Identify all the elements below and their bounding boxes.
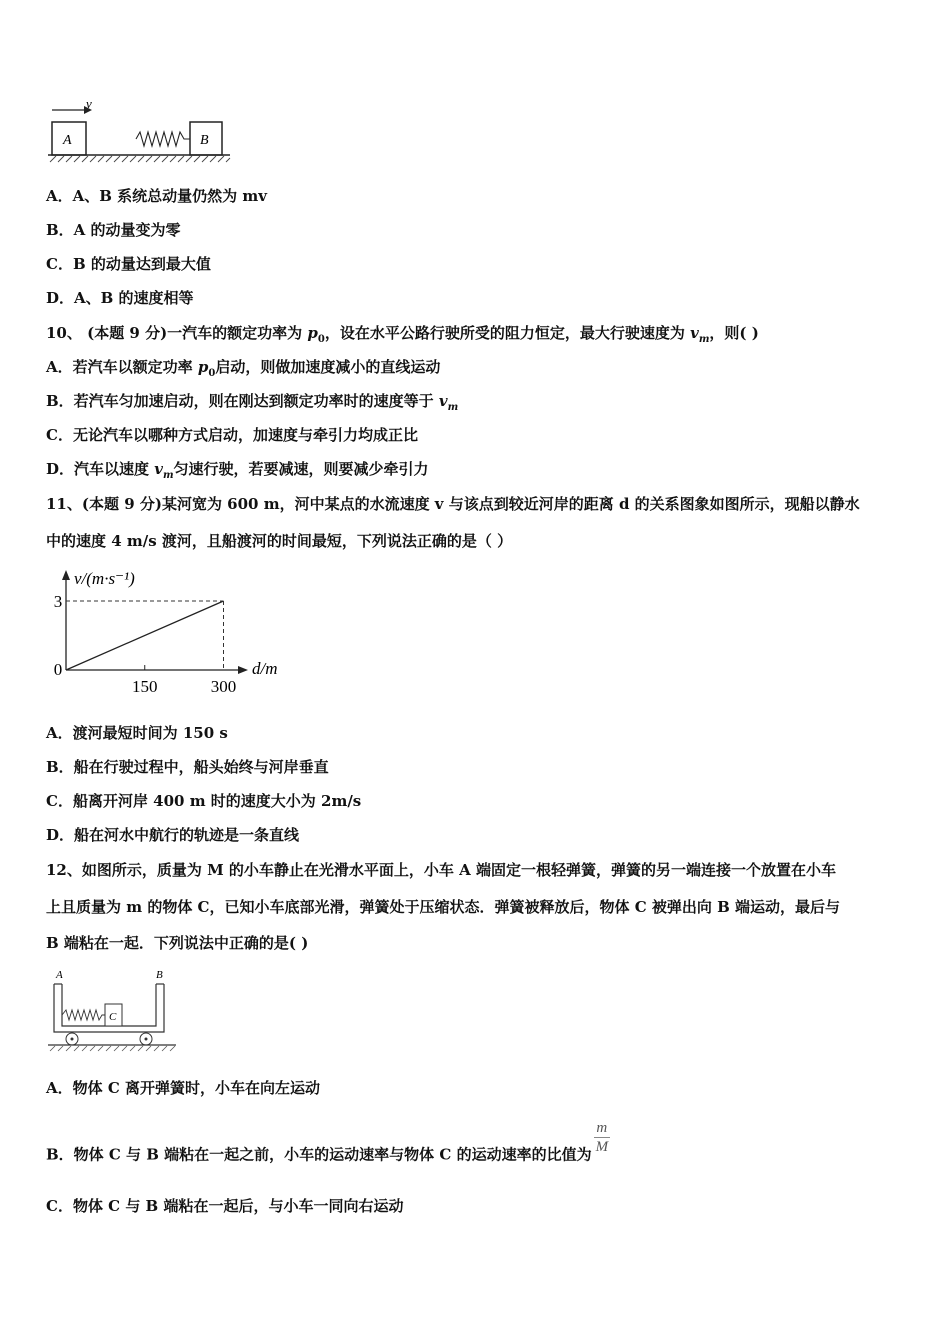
- q11-option-b: B．船在行驶过程中，船头始终与河岸垂直: [46, 758, 329, 776]
- block-a-label: A: [63, 133, 72, 148]
- block-b-label: B: [200, 133, 209, 148]
- q10-stem-pre: 10、 (本题 9 分)一汽车的额定功率为: [46, 324, 308, 342]
- series-line: [66, 601, 224, 670]
- q10-stem-post: ，则( ): [709, 324, 759, 342]
- spring-blocks-svg: [44, 96, 244, 168]
- q12-option-b-text: B．物体 C 与 B 端粘在一起之前，小车的运动速率与物体 C 的运动速率的比值为: [46, 1145, 592, 1164]
- x-axis-arrow-icon: [238, 666, 248, 674]
- q11-option-c: C．船离开河岸 400 m 时的速度大小为 2m/s: [46, 792, 362, 810]
- spring-blocks-figure: [44, 96, 244, 168]
- cart-ground-hatch: [50, 1046, 175, 1051]
- q10-option-c: C．无论汽车以哪种方式启动，加速度与牵引力均成正比: [46, 426, 418, 444]
- fraction-denominator: M: [595, 1139, 609, 1155]
- q10-stem: [46, 323, 759, 350]
- ground-hatch: [50, 156, 230, 162]
- q9-option-b: B．A 的动量变为零: [46, 221, 181, 239]
- cart-spring-figure: [44, 966, 184, 1054]
- q11-option-d: D．船在河水中航行的轨迹是一条直线: [46, 826, 300, 844]
- q10-option-a: [46, 357, 440, 384]
- spring: [136, 132, 190, 146]
- x-axis-label: d/m: [252, 659, 278, 678]
- q9-option-d: D．A、B 的速度相等: [46, 289, 194, 307]
- q12-option-b: [46, 1120, 610, 1174]
- q10-option-d-post: 匀速行驶，若要减速，则要减少牵引力: [173, 460, 429, 478]
- q9-option-a: A．A、B 系统总动量仍然为 mv: [46, 187, 267, 205]
- velocity-distance-chart: [40, 560, 300, 700]
- q10-option-a-pre: A．若汽车以额定功率: [46, 358, 198, 376]
- y-axis-label: v/(m·s⁻¹): [74, 569, 135, 588]
- q11-option-a: A．渡河最短时间为 150 s: [46, 724, 228, 742]
- y-tick-label-3: 3: [53, 592, 63, 611]
- q10-option-b-pre: B．若汽车匀加速启动，则在刚达到额定功率时的速度等于: [46, 392, 439, 410]
- q10-v-symbol: v: [690, 324, 699, 342]
- x-tick-label-150: 150: [132, 677, 158, 696]
- q10-stem-mid: ，设在水平公路行驶所受的阻力恒定，最大行驶速度为: [324, 324, 691, 342]
- q10-option-b-v-sub: m: [447, 402, 459, 413]
- q12-stem-line2: 上且质量为 m 的物体 C，已知小车底部光滑，弹簧处于压缩状态．弹簧被释放后，物体 C 被弹出向 B 端运动，最后与: [46, 898, 840, 916]
- cart-end-b-label: B: [156, 969, 163, 981]
- cart-spring-svg: [44, 966, 184, 1054]
- velocity-label: v: [86, 96, 92, 111]
- block-c-label: C: [109, 1011, 117, 1023]
- q12-option-c: C．物体 C 与 B 端粘在一起后，与小车一同向右运动: [46, 1197, 404, 1215]
- x-tick-label-300: 300: [210, 677, 237, 696]
- q10-p-sub: 0: [317, 334, 325, 345]
- q12-stem-line1: 12、如图所示，质量为 M 的小车静止在光滑水平面上，小车 A 端固定一根轻弹簧，弹簧的另一端连接一个放置在小车: [46, 861, 837, 879]
- q12-option-b-fraction: [594, 1119, 611, 1156]
- q10-option-d-pre: D．汽车以速度: [46, 460, 155, 478]
- q10-option-d-v-sub: m: [162, 470, 174, 481]
- q12-option-a: A．物体 C 离开弹簧时，小车在向左运动: [46, 1079, 321, 1097]
- velocity-distance-chart-svg: [40, 560, 300, 700]
- q10-option-b: [46, 391, 458, 418]
- cart-end-a-label: A: [56, 969, 63, 981]
- q10-option-a-post: 启动，则做加速度减小的直线运动: [215, 358, 441, 376]
- q10-option-d-v: v: [154, 460, 163, 478]
- q10-option-b-v: v: [438, 392, 448, 410]
- q11-stem-line1: 11、(本题 9 分)某河宽为 600 m，河中某点的水流速度 v 与该点到较近河岸的距离 d 的关系图象如图所示，现船以静水: [46, 495, 860, 513]
- q11-stem-line2: 中的速度 4 m/s 渡河，且船渡河的时间最短，下列说法正确的是（ ）: [46, 532, 513, 550]
- x-tick-label-0: 0: [53, 660, 63, 679]
- q10-option-a-p-sub: 0: [208, 368, 216, 379]
- q10-v-sub: m: [698, 334, 710, 345]
- q10-p-symbol: p: [307, 324, 318, 342]
- fraction-numerator: m: [596, 1120, 608, 1136]
- cart-spring: [62, 1010, 105, 1020]
- q10-option-a-p: p: [197, 358, 209, 376]
- y-axis-arrow-icon: [62, 570, 70, 580]
- q9-option-c: C．B 的动量达到最大值: [46, 255, 211, 273]
- q10-option-d: [46, 459, 429, 486]
- q12-stem-line3: B 端粘在一起．下列说法中正确的是( ): [46, 934, 309, 952]
